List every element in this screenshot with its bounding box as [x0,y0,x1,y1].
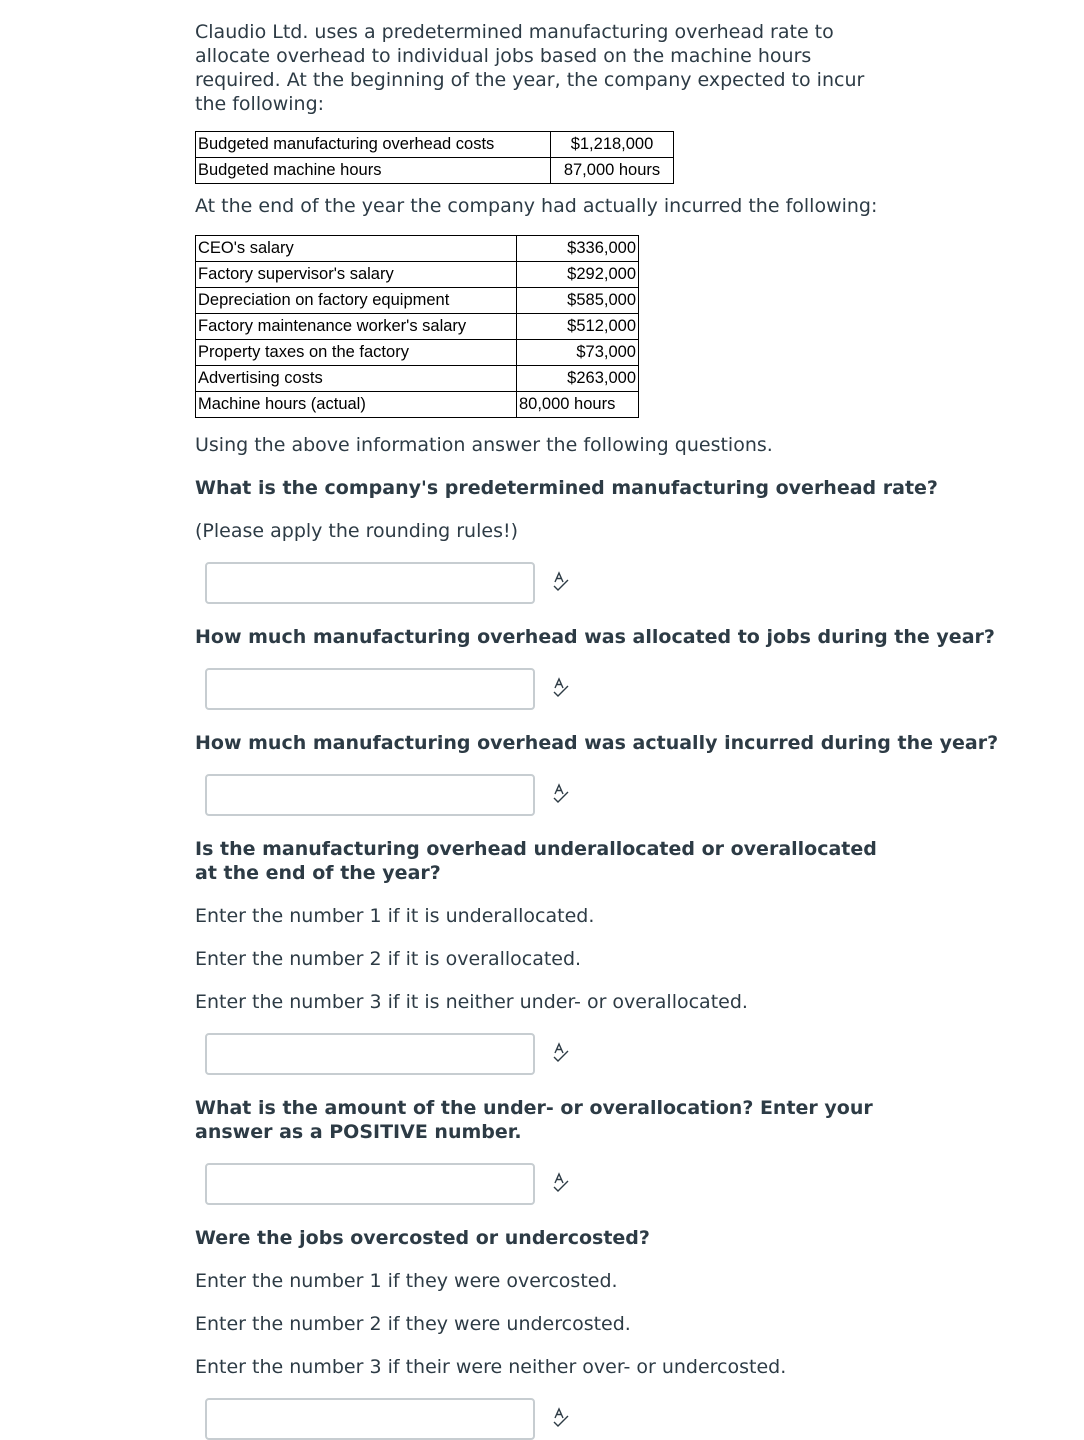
actual-value: $263,000 [517,366,639,392]
table-row [196,366,639,392]
q5-question: What is the amount of the under- or overallocation? Enter your answer as a POSITIVE number. [195,1097,873,1143]
actual-label: Machine hours (actual) [196,392,517,418]
q1-note: (Please apply the rounding rules!) [195,520,518,542]
spell-check-icon[interactable] [551,1407,571,1429]
actual-value: $585,000 [517,288,639,314]
q6-question: Were the jobs overcosted or undercosted? [195,1227,650,1249]
actual-label: Factory maintenance worker's salary [196,314,517,340]
q1-question: What is the company's predetermined manufacturing overhead rate? [195,477,938,499]
budget-value: $1,218,000 [551,132,674,158]
table-row [196,158,674,184]
table-row [196,392,639,418]
actual-label: Factory supervisor's salary [196,262,517,288]
q2-question: How much manufacturing overhead was allocated to jobs during the year? [195,626,995,648]
q4-question: Is the manufacturing overhead underallocated or overallocated at the end of the year? [195,838,877,884]
actual-label: CEO's salary [196,236,517,262]
q4-option-2: Enter the number 2 if it is overallocated. [195,948,582,970]
spell-check-icon[interactable] [551,1172,571,1194]
table-row [196,288,639,314]
spell-check-icon[interactable] [551,783,571,805]
budget-value: 87,000 hours [551,158,674,184]
actual-table [195,235,639,418]
q5-answer-input[interactable] [205,1163,535,1205]
spell-check-icon[interactable] [551,1042,571,1064]
q1-answer-input[interactable] [205,562,535,604]
actual-label: Depreciation on factory equipment [196,288,517,314]
table-row [196,314,639,340]
spell-check-icon[interactable] [551,677,571,699]
q4-option-3: Enter the number 3 if it is neither under- or overallocated. [195,991,748,1013]
q3-question: How much manufacturing overhead was actually incurred during the year? [195,732,999,754]
q6-answer-input[interactable] [205,1398,535,1440]
budget-label: Budgeted machine hours [196,158,551,184]
q2-answer-input[interactable] [205,668,535,710]
actual-value: $292,000 [517,262,639,288]
q4-answer-input[interactable] [205,1033,535,1075]
q6-option-2: Enter the number 2 if they were undercosted. [195,1313,631,1335]
spell-check-icon[interactable] [551,571,571,593]
table-row [196,340,639,366]
budget-table [195,131,674,184]
q3-answer-input[interactable] [205,774,535,816]
table-row [196,132,674,158]
actual-label: Advertising costs [196,366,517,392]
q6-option-3: Enter the number 3 if their were neither over- or undercosted. [195,1356,787,1378]
table-row [196,236,639,262]
actual-value: $73,000 [517,340,639,366]
instructions-text: Using the above information answer the following questions. [195,434,773,456]
question-content [195,20,895,418]
q6-option-1: Enter the number 1 if they were overcosted. [195,1270,618,1292]
actual-intro-text: At the end of the year the company had actually incurred the following: [195,195,878,217]
intro-text: Claudio Ltd. uses a predetermined manufacturing overhead rate to allocate overhead to individual jobs based on the machine hours required. At the beginning of the year, the company expected to incur the following: [195,21,865,115]
actual-label: Property taxes on the factory [196,340,517,366]
table-row [196,262,639,288]
budget-label: Budgeted manufacturing overhead costs [196,132,551,158]
actual-value: 80,000 hours [517,392,639,418]
q4-option-1: Enter the number 1 if it is underallocated. [195,905,595,927]
actual-value: $512,000 [517,314,639,340]
actual-value: $336,000 [517,236,639,262]
